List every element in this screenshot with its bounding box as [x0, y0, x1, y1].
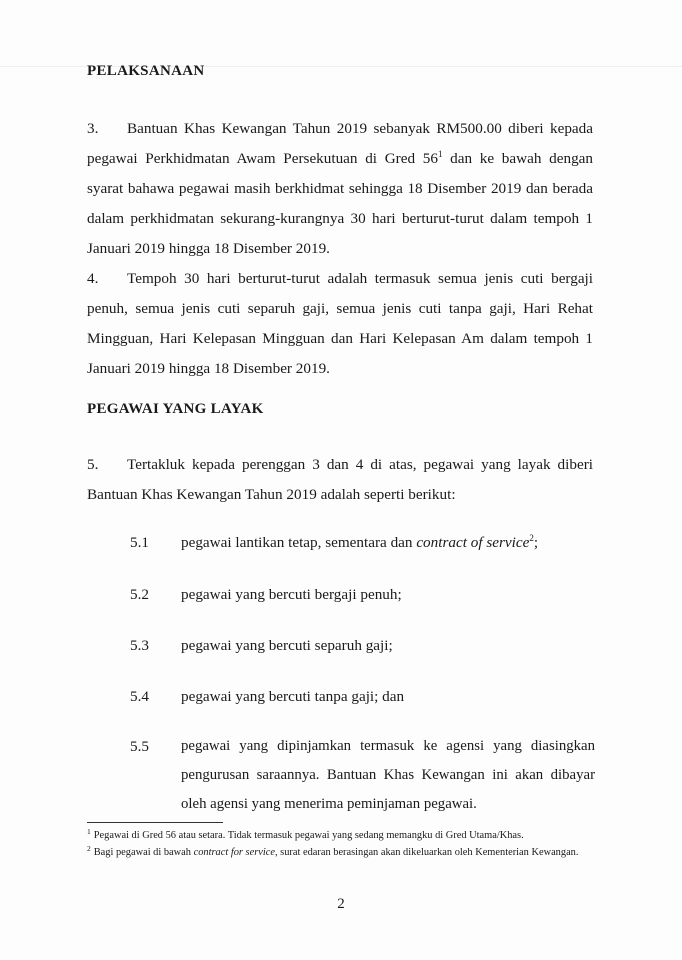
list-item-5-5 — [130, 732, 595, 819]
footnote-text: Pegawai di Gred 56 atau setara. Tidak termasuk pegawai yang sedang memangku di Gred Utama/Khas. — [93, 830, 524, 841]
list-item-5-4 — [130, 682, 595, 711]
item-text: pegawai yang bercuti separuh gaji; — [181, 637, 393, 654]
item-text-suffix: ; — [533, 534, 539, 551]
page-number: 2 — [337, 896, 345, 912]
item-number: 5.3 — [130, 637, 149, 654]
paragraph-3 — [87, 114, 593, 264]
footnote-1 — [87, 826, 593, 842]
footnote-mark: 1 — [87, 826, 91, 836]
paragraph-text: Tertakluk kepada perenggan 3 dan 4 di atas, pegawai yang layak diberi Bantuan Khas Kewangan Tahun 2019 adalah seperti berikut: — [87, 456, 593, 503]
item-text: pegawai yang dipinjamkan termasuk ke agensi yang diasingkan pengurusan saraannya. Bantuan Khas Kewangan ini akan dibayar oleh agensi yang menerima peminjaman pegawai. — [181, 738, 595, 812]
item-text-italic: contract of service — [416, 534, 530, 551]
list-item-5-3 — [130, 631, 595, 660]
item-text — [181, 528, 595, 557]
paragraph-4 — [87, 264, 593, 384]
paragraph-number: 5. — [87, 456, 99, 473]
footnote-reference: 2 — [529, 532, 534, 543]
item-number: 5.5 — [130, 738, 149, 755]
paragraph-number: 3. — [87, 120, 99, 137]
footnote-mark: 2 — [87, 843, 91, 853]
footnote-text: Bagi pegawai di bawah — [93, 847, 194, 858]
paragraph-text: Bantuan Khas Kewangan Tahun 2019 sebanyak RM500.00 diberi kepada pegawai Perkhidmatan Awam Persekutuan di Gred 56 — [87, 120, 593, 167]
footnote-2 — [87, 843, 593, 859]
item-text-plain: pegawai lantikan tetap, sementara dan — [181, 534, 417, 551]
item-number: 5.2 — [130, 586, 149, 603]
paragraph-text-continued: dan ke bawah dengan syarat bahawa pegawai masih berkhidmat sehingga 18 Disember 2019 dan berada dalam perkhidmatan sekurang-kurangnya 30 hari berturut-turut dalam tempoh 1 Januari 2019 hingga 18 Disember 2019. — [87, 150, 593, 257]
footnote-text-continued: , surat edaran berasingan akan dikeluarkan oleh Kementerian Kewangan. — [274, 847, 579, 858]
paragraph-5 — [87, 450, 593, 510]
footnote-text-italic: contract for service — [193, 847, 275, 858]
footnote-divider — [87, 822, 223, 823]
item-number: 5.1 — [130, 534, 149, 551]
list-item-5-2 — [130, 580, 595, 609]
item-text: pegawai yang bercuti tanpa gaji; dan — [181, 688, 405, 705]
item-number: 5.4 — [130, 688, 149, 705]
list-item-5-1 — [130, 528, 595, 557]
footnote-reference: 1 — [437, 148, 443, 159]
heading-pelaksanaan: PELAKSANAAN — [87, 63, 205, 79]
paragraph-number: 4. — [87, 270, 99, 287]
item-text: pegawai yang bercuti bergaji penuh; — [181, 586, 402, 603]
heading-pegawai-yang-layak: PEGAWAI YANG LAYAK — [87, 401, 264, 417]
paragraph-text: Tempoh 30 hari berturut-turut adalah termasuk semua jenis cuti bergaji penuh, semua jenis cuti separuh gaji, semua jenis cuti tanpa gaji, Hari Rehat Mingguan, Hari Kelepasan Mingguan dan Hari Kelepasan Am dalam tempoh 1 Januari 2019 hingga 18 Disember 2019. — [87, 270, 593, 377]
